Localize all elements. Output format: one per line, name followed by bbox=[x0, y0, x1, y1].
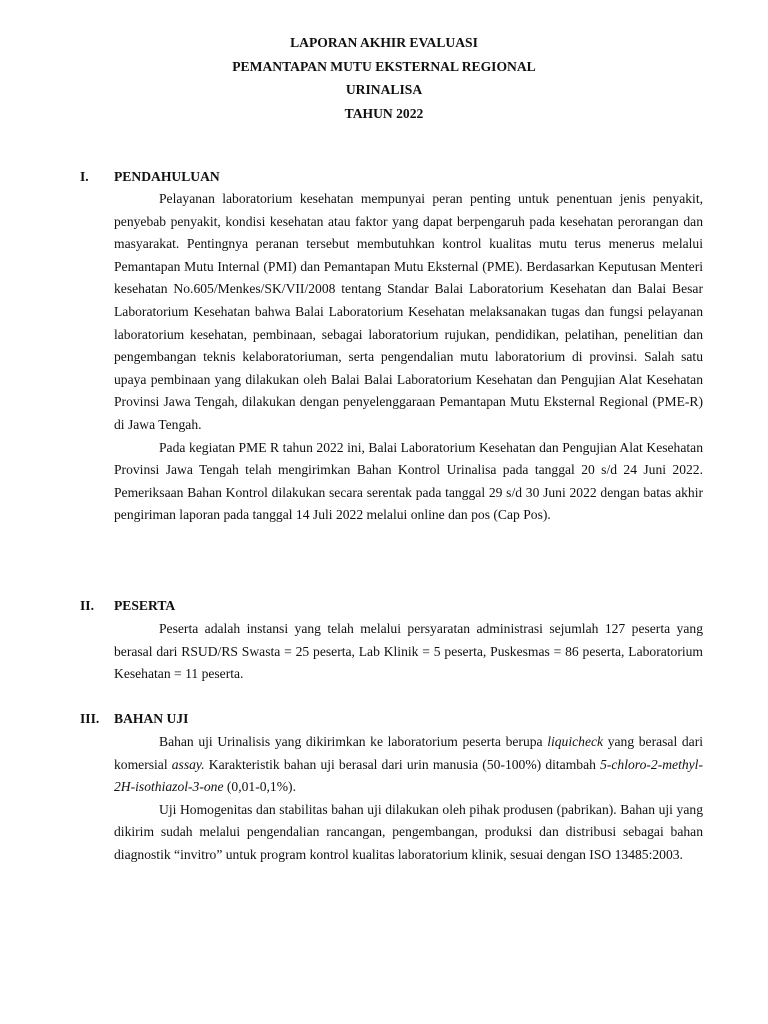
text-run: Karakteristik bahan uji berasal dari urin manusia (50-100%) ditambah bbox=[204, 756, 601, 772]
paragraph bbox=[114, 731, 703, 799]
text-run: Bahan uji Urinalisis yang dikirimkan ke laboratorium peserta berupa bbox=[159, 734, 548, 749]
text-run: yang berasal dari komersial bbox=[114, 734, 703, 772]
section-number: II. bbox=[80, 598, 94, 613]
text-run: (0,01-0,1%). bbox=[223, 779, 296, 795]
section-title: PENDAHULUAN bbox=[114, 169, 220, 184]
report-title bbox=[0, 31, 768, 125]
title-line-3: URINALISA bbox=[345, 82, 423, 97]
section-title: BAHAN UJI bbox=[114, 711, 189, 726]
paragraph: Pelayanan laboratorium kesehatan mempunyai peran penting untuk penentuan jenis penyakit, penyebab penyakit, kondisi kesehatan atau faktor yang dapat berpengaruh pada kesehatan perorangan dan masyarakat. Pentingnya peranan tersebut membutuhkan kontrol kualitas mutu terus menerus melalui Pemantapan Mutu Internal (PMI) dan Pemantapan Mutu Eksternal (PME). Berdasarkan Keputusan Menteri kesehatan No.605/Menkes/SK/VII/2008 tentang Standar Balai Laboratorium Kesehatan dan Balai Besar Laboratorium Kesehatan bahwa Balai Laboratorium Kesehatan melaksanakan tugas dan fungsi pelayanan laboratorium kesehatan, pembinaan, sebagai laboratorium rujukan, pendidikan, pelatihan, penelitian dan pengembangan teknis kelaboratoriuman, serta pengendalian mutu laboratorium di provinsi. Salah satu upaya pembinaan yang dilakukan oleh Balai Balai Laboratorium Kesehatan dan Pengujian Alat Kesehatan Provinsi Jawa Tengah, dilakukan dengan penyelenggaraan Pemantapan Mutu Eksternal Regional (PME-R) di Jawa Tengah. bbox=[114, 191, 703, 432]
paragraph: Pada kegiatan PME R tahun 2022 ini, Balai Laboratorium Kesehatan dan Pengujian Alat Kesehatan Provinsi Jawa Tengah telah mengirimkan Bahan Kontrol Urinalisa pada tanggal 20 s/d 24 Juni 2022. Pemeriksaan Bahan Kontrol dilakukan secara serentak pada tanggal 29 s/d 30 Juni 2022 dengan batas akhir pengiriman laporan pada tanggal 14 Juli 2022 melalui online dan pos (Cap Pos). bbox=[114, 439, 703, 523]
title-line-1: LAPORAN AKHIR EVALUASI bbox=[290, 35, 478, 50]
section-number: I. bbox=[80, 169, 89, 184]
title-line-4: TAHUN 2022 bbox=[344, 105, 424, 121]
section-body-pendahuluan bbox=[114, 188, 703, 527]
italic-term: assay. bbox=[171, 756, 205, 772]
section-heading-peserta bbox=[80, 595, 175, 617]
paragraph: Uji Homogenitas dan stabilitas bahan uji dilakukan oleh pihak produsen (pabrikan). Bahan uji yang dikirim sudah melalui pengendalian rancangan, pengembangan, produksi dan distribusi sebagai bahan diagnostik “invitro” untuk program kontrol kualitas laboratorium klinik, sesuai dengan ISO 13485:2003. bbox=[114, 801, 703, 862]
title-line-2: PEMANTAPAN MUTU EKSTERNAL REGIONAL bbox=[232, 58, 536, 74]
section-body-bahan-uji bbox=[114, 731, 703, 867]
section-number: III. bbox=[80, 711, 100, 726]
section-heading-pendahuluan bbox=[80, 166, 220, 188]
italic-term: liquicheck bbox=[547, 734, 604, 749]
section-heading-bahan-uji bbox=[80, 708, 188, 730]
section-body-peserta bbox=[114, 618, 703, 686]
paragraph: Peserta adalah instansi yang telah melalui persyaratan administrasi sejumlah 127 peserta yang berasal dari RSUD/RS Swasta = 25 peserta, Lab Klinik = 5 peserta, Puskesmas = 86 peserta, Laboratorium Kesehatan = 11 peserta. bbox=[114, 621, 703, 682]
section-title: PESERTA bbox=[114, 598, 176, 613]
italic-term: 5-chloro-2-methyl-2H-isothiazol-3-one bbox=[114, 756, 703, 795]
